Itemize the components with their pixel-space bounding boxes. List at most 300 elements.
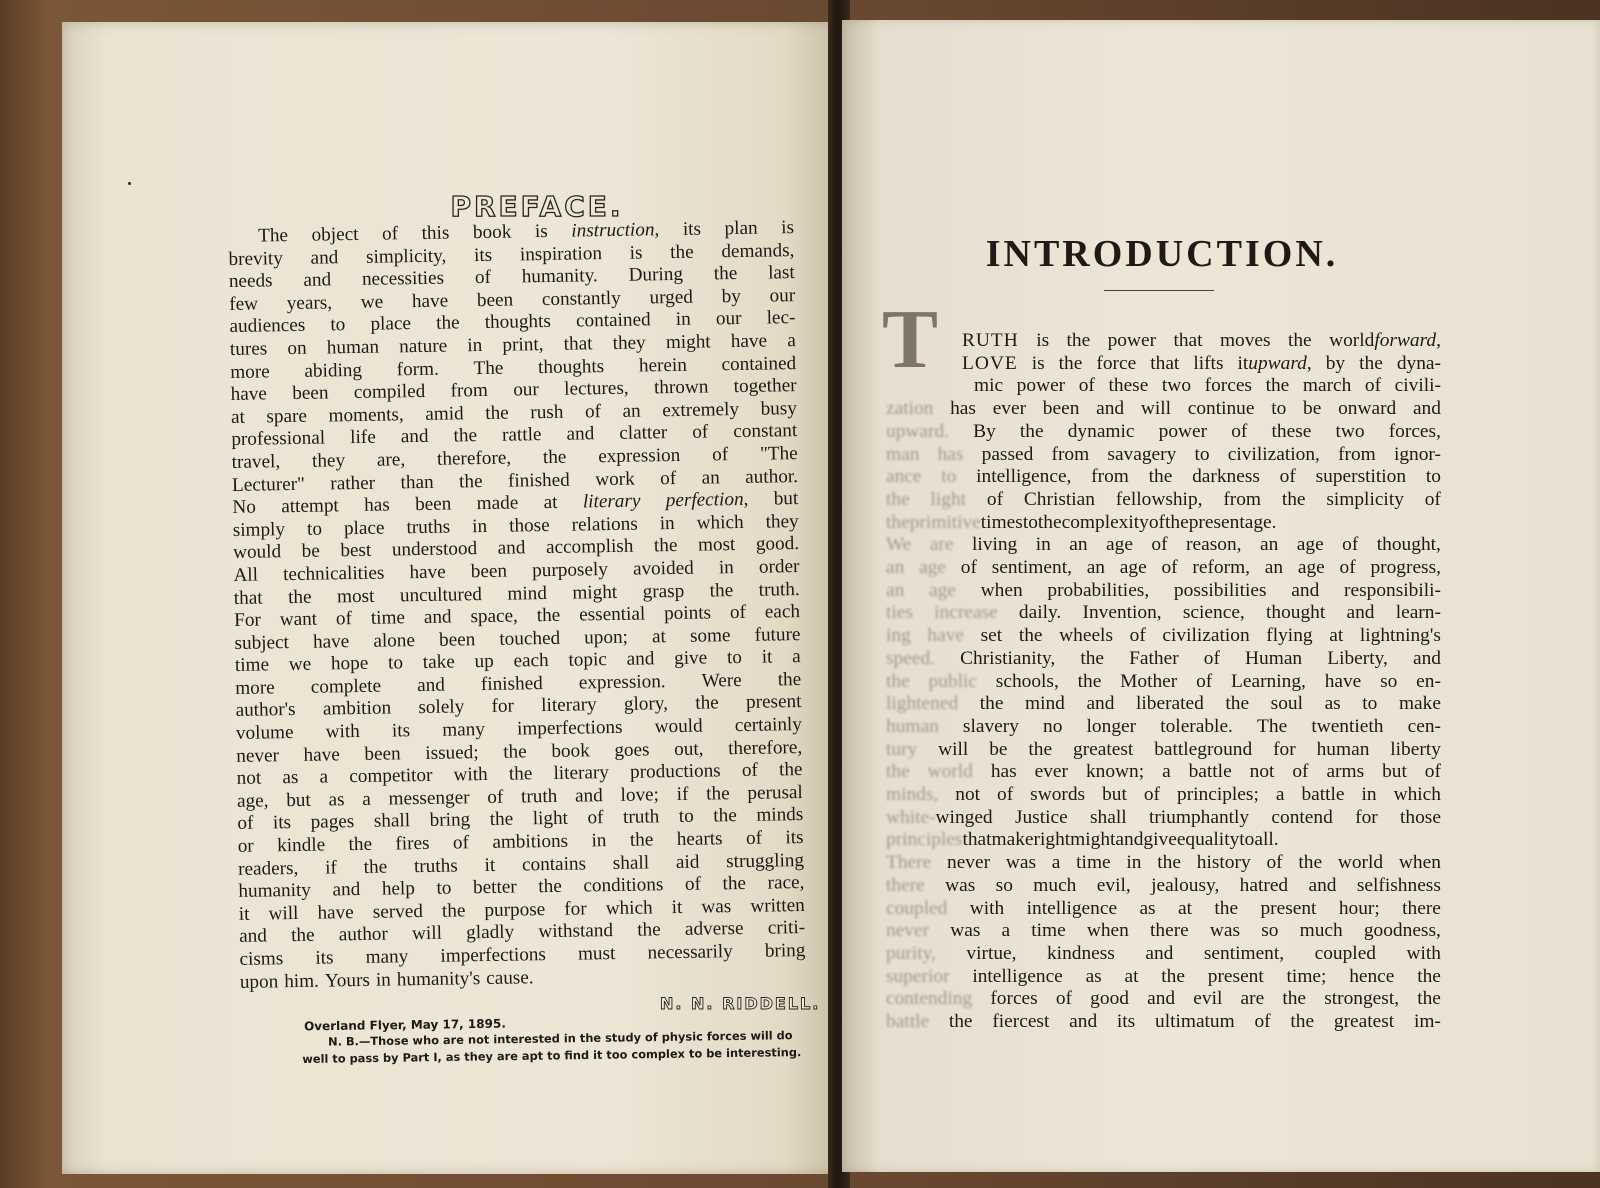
- word: but: [1382, 761, 1407, 783]
- word: goodness,: [1363, 920, 1441, 942]
- word: savagery: [1107, 443, 1177, 465]
- word: truths: [413, 855, 458, 877]
- word: which: [1393, 784, 1441, 806]
- word: imperfections: [516, 716, 623, 740]
- word: history: [1196, 852, 1251, 874]
- word: will: [1140, 398, 1171, 420]
- word: ultimatum: [1155, 1011, 1235, 1033]
- word: age: [1106, 534, 1133, 556]
- word: for: [1355, 806, 1378, 828]
- word: fires: [395, 832, 430, 855]
- word: for: [564, 898, 587, 920]
- word: battleground: [1154, 738, 1253, 760]
- word: if: [324, 856, 338, 879]
- word: made: [476, 492, 519, 515]
- word: to: [1022, 511, 1038, 533]
- word: march: [1302, 375, 1352, 397]
- word: all.: [1254, 829, 1279, 851]
- word: good.: [755, 533, 800, 556]
- word: thoughts: [484, 311, 552, 334]
- word: not: [236, 767, 262, 790]
- word: of: [1254, 1011, 1271, 1033]
- word: from: [1091, 466, 1129, 488]
- word: subject: [234, 631, 290, 654]
- introduction-line: [886, 829, 1441, 852]
- word: might: [665, 331, 711, 354]
- introduction-line: [886, 353, 1441, 376]
- word: perusal: [747, 781, 803, 804]
- word: Christianity,: [960, 647, 1056, 669]
- word: the: [489, 809, 514, 831]
- word: of: [1148, 511, 1166, 533]
- word: age: [919, 557, 946, 579]
- word: tolerable.: [1160, 715, 1233, 737]
- word: these: [1108, 375, 1149, 397]
- word: good: [1090, 988, 1129, 1010]
- word: was: [1005, 852, 1036, 874]
- preface-dateline: Overland Flyer, May 17, 1895.: [303, 1016, 506, 1034]
- word: and: [626, 648, 655, 671]
- word: of: [1151, 534, 1168, 556]
- word: forces,: [1388, 420, 1441, 442]
- word: understood: [391, 538, 478, 561]
- word: of: [1161, 557, 1178, 579]
- word: ambition: [322, 697, 392, 721]
- word: necessarily: [647, 941, 733, 964]
- word: the: [435, 312, 460, 335]
- word: our: [513, 379, 539, 401]
- word: and: [497, 537, 526, 560]
- word: of: [1203, 647, 1220, 669]
- introduction-line: [886, 602, 1441, 625]
- word: it: [761, 646, 773, 668]
- word: and: [400, 426, 429, 448]
- introduction-line: [886, 988, 1441, 1011]
- word: Christian: [1023, 488, 1095, 510]
- word: truth: [622, 806, 660, 829]
- word: give: [1143, 829, 1177, 851]
- word: many: [365, 946, 409, 968]
- word: in: [1035, 534, 1051, 556]
- introduction-line: [886, 648, 1441, 671]
- word: the: [1058, 352, 1083, 374]
- word: an: [886, 579, 905, 601]
- word: the: [1018, 625, 1043, 647]
- word: We: [886, 534, 912, 556]
- word: has: [363, 494, 390, 517]
- word: glory,: [623, 693, 669, 716]
- word: the: [670, 241, 694, 263]
- word: of: [587, 807, 604, 829]
- word: and: [574, 785, 603, 807]
- word: The: [473, 357, 504, 379]
- word: as: [1085, 965, 1102, 987]
- word: aid: [675, 851, 700, 873]
- word: arms: [1326, 761, 1365, 783]
- word: touched: [499, 627, 561, 650]
- word: to: [1194, 443, 1210, 465]
- word: book: [472, 221, 512, 244]
- word: busy: [760, 397, 798, 420]
- word: from: [450, 380, 489, 402]
- word: and: [1086, 693, 1115, 715]
- word: future: [754, 623, 801, 646]
- word: last: [767, 262, 795, 284]
- word: age: [1119, 557, 1147, 579]
- word: an: [1069, 534, 1088, 556]
- word: virtue,: [966, 942, 1017, 964]
- word: is: [1036, 330, 1050, 351]
- word: the: [695, 692, 719, 715]
- word: equality: [1176, 829, 1240, 851]
- word: work: [595, 468, 635, 490]
- word: him.: [284, 970, 320, 992]
- word: public: [928, 670, 977, 692]
- word: intelligence: [1026, 897, 1118, 919]
- word: that: [1173, 330, 1203, 351]
- word: they: [765, 510, 799, 533]
- word: evil,: [1096, 874, 1131, 896]
- word: and: [1412, 398, 1441, 420]
- word: at: [230, 406, 246, 428]
- word: of: [584, 400, 602, 423]
- word: and: [310, 246, 339, 269]
- word: be: [1303, 398, 1322, 420]
- word: readers,: [237, 857, 299, 880]
- word: book: [551, 740, 590, 762]
- word: will: [411, 923, 443, 945]
- word: our: [769, 284, 796, 307]
- word: the: [713, 805, 737, 827]
- word: contending: [886, 988, 973, 1010]
- word: pages: [310, 811, 355, 834]
- word: of: [1143, 784, 1161, 806]
- word: coupled: [1314, 942, 1376, 964]
- word: are,: [376, 449, 406, 471]
- word: to: [678, 806, 694, 828]
- word: an: [1086, 557, 1106, 579]
- word: it: [484, 854, 496, 876]
- word: hatred: [1239, 874, 1289, 896]
- word: lightning's: [1359, 625, 1441, 647]
- introduction-line: [886, 852, 1441, 875]
- word: to: [941, 466, 957, 488]
- word: the: [629, 829, 654, 851]
- word: greatest: [1073, 738, 1134, 760]
- word: age: [929, 579, 956, 601]
- word: will: [268, 902, 299, 925]
- word: intelligence,: [976, 466, 1072, 488]
- introduction-line: [886, 875, 1441, 898]
- word: the: [1148, 466, 1173, 488]
- word: By: [973, 420, 996, 442]
- word: zation: [886, 398, 934, 420]
- word: rush: [530, 401, 564, 424]
- word: more: [230, 360, 270, 383]
- word: simply: [232, 518, 286, 541]
- word: urged: [649, 286, 694, 309]
- preface-body: [228, 217, 806, 994]
- word: There: [886, 852, 932, 874]
- word: lec-: [766, 307, 796, 329]
- word: gladly: [466, 921, 515, 944]
- word: primitive: [909, 511, 981, 533]
- word: the: [706, 783, 730, 805]
- introduction-line: [886, 580, 1441, 603]
- word: increase: [934, 602, 998, 624]
- word: form.: [396, 358, 439, 380]
- word: minds,: [886, 784, 939, 806]
- word: the: [886, 761, 910, 783]
- word: All: [233, 564, 259, 586]
- word: author.: [745, 465, 799, 488]
- word: contained: [721, 352, 797, 375]
- introduction-line: [886, 739, 1441, 762]
- word: rattle: [501, 424, 542, 447]
- word: two: [1161, 375, 1192, 397]
- word: in: [1361, 784, 1377, 806]
- word: much: [1299, 920, 1343, 942]
- word: therefore,: [727, 736, 803, 759]
- word: or: [237, 835, 254, 857]
- word: been: [476, 289, 514, 311]
- word: the: [290, 925, 315, 947]
- word: probabilities,: [1047, 579, 1150, 601]
- word: never: [236, 744, 280, 767]
- word: up: [474, 651, 494, 673]
- word: greatest: [1333, 1011, 1395, 1033]
- word: author's: [235, 699, 296, 722]
- word: was: [1209, 920, 1241, 942]
- word: darkness: [1192, 466, 1260, 488]
- word: as: [1324, 693, 1341, 715]
- word: been: [292, 382, 329, 405]
- word: swords: [1030, 784, 1086, 806]
- word: thought,: [1376, 534, 1441, 556]
- word: better: [472, 876, 517, 899]
- word: The: [1257, 715, 1288, 737]
- introduction-line: [886, 421, 1441, 444]
- right-page-introduction: [842, 20, 1600, 1172]
- word: Human: [1245, 647, 1303, 669]
- word: of: [474, 267, 492, 289]
- word: cause.: [486, 966, 534, 989]
- word: make: [1398, 693, 1441, 715]
- word: civili-: [1394, 375, 1441, 397]
- word: is: [781, 217, 795, 239]
- word: have: [1324, 670, 1362, 692]
- word: ignor-: [1393, 443, 1441, 465]
- title-rule: [1104, 290, 1214, 291]
- introduction-line: [886, 966, 1441, 989]
- word: these: [1271, 420, 1312, 442]
- word: shall: [1090, 806, 1127, 828]
- word: responsibili-: [1344, 579, 1441, 601]
- word: of: [1424, 488, 1441, 510]
- word: simplicity,: [365, 245, 447, 268]
- word: few: [229, 293, 259, 315]
- ink-speck: [128, 182, 131, 185]
- word: Justice: [1014, 806, 1068, 828]
- word: white-winged: [886, 806, 993, 828]
- word: intelligence: [972, 965, 1063, 987]
- word: human: [886, 715, 939, 737]
- word: superior: [886, 965, 950, 987]
- word: years,: [286, 292, 333, 314]
- word: with: [1406, 942, 1441, 964]
- word: bring: [764, 940, 806, 962]
- introduction-line: [886, 466, 1441, 489]
- word: it: [238, 903, 250, 925]
- word: right: [1033, 829, 1071, 851]
- word: is: [1031, 352, 1045, 374]
- word: of: [1129, 625, 1146, 647]
- word: of: [960, 557, 977, 579]
- word: author: [338, 923, 389, 946]
- word: the: [441, 900, 466, 922]
- word: to: [330, 314, 346, 336]
- word: place: [370, 313, 412, 336]
- word: professional: [231, 427, 326, 451]
- word: complete: [310, 675, 382, 698]
- introduction-title: INTRODUCTION.: [985, 233, 1339, 275]
- word: times: [980, 511, 1023, 533]
- word: that: [962, 829, 992, 851]
- word: forces: [990, 988, 1038, 1010]
- word: the: [287, 586, 312, 608]
- word: was: [701, 895, 732, 918]
- left-page-preface: [62, 22, 840, 1174]
- word: twentieth: [1311, 715, 1384, 737]
- word: is: [534, 220, 548, 243]
- word: the: [1077, 670, 1102, 692]
- word: an: [622, 400, 641, 422]
- word: No: [232, 496, 257, 519]
- word: the: [1080, 647, 1105, 669]
- word: and: [416, 674, 446, 696]
- word: expression: [598, 444, 681, 468]
- word: power: [1107, 330, 1157, 351]
- word: to: [306, 518, 323, 540]
- introduction-line: [886, 1011, 1441, 1034]
- word: humanity.: [521, 265, 598, 288]
- word: give: [674, 647, 708, 670]
- word: dynamic: [1067, 420, 1135, 442]
- word: fiercest: [992, 1011, 1050, 1033]
- word: they: [311, 450, 346, 472]
- introduction-line: [886, 671, 1441, 694]
- nb-note: [302, 1026, 862, 1068]
- word: an: [701, 466, 720, 489]
- word: of: [741, 759, 759, 782]
- word: of: [1279, 466, 1296, 488]
- word: continue: [1187, 398, 1255, 420]
- word: spare: [266, 405, 308, 428]
- word: truth.: [758, 578, 800, 601]
- word: served: [372, 900, 424, 923]
- word: of: [997, 784, 1014, 806]
- word: world: [927, 761, 973, 783]
- word: soul: [1270, 693, 1303, 715]
- word: en-: [1416, 670, 1441, 692]
- word: of: [684, 873, 702, 896]
- word: ambitions: [492, 830, 569, 853]
- word: set: [980, 625, 1003, 647]
- word: space,: [470, 605, 519, 628]
- word: ever: [1034, 761, 1068, 783]
- word: the: [1290, 1011, 1315, 1033]
- word: technicalities: [282, 562, 385, 586]
- word: and: [566, 423, 595, 446]
- word: cisms: [239, 948, 284, 970]
- word: of: [1424, 761, 1441, 783]
- word: has: [950, 398, 976, 420]
- word: battle: [886, 1011, 930, 1033]
- word: superstition: [1315, 466, 1407, 488]
- word: would: [654, 715, 703, 738]
- word: the: [1298, 852, 1323, 874]
- word: perfection,: [665, 488, 749, 512]
- word: the: [1019, 420, 1044, 442]
- word: flying: [1266, 625, 1313, 647]
- word: reason,: [1186, 534, 1242, 556]
- word: on: [287, 337, 307, 360]
- word: bring: [429, 809, 471, 832]
- word: been: [438, 628, 476, 651]
- word: worldforward,: [1329, 330, 1441, 351]
- word: thought: [1266, 602, 1326, 624]
- word: be: [301, 540, 320, 563]
- word: lifts: [1193, 352, 1224, 374]
- introduction-line: [886, 920, 1441, 943]
- word: the: [653, 535, 678, 557]
- word: to: [1271, 398, 1287, 420]
- word: of: [237, 813, 254, 835]
- word: coupled: [886, 897, 948, 919]
- word: principles;: [1177, 784, 1259, 806]
- word: age,: [236, 790, 269, 812]
- word: there: [1402, 897, 1441, 919]
- word: the: [722, 873, 747, 895]
- word: messenger: [388, 787, 470, 810]
- word: learn-: [1395, 602, 1441, 624]
- word: onward: [1338, 398, 1397, 420]
- word: the: [886, 511, 910, 533]
- word: and: [1308, 874, 1337, 896]
- word: but: [286, 789, 311, 811]
- word: thrown: [653, 376, 709, 399]
- word: and: [1346, 602, 1375, 624]
- word: love;: [620, 784, 660, 806]
- word: contend: [1271, 806, 1333, 828]
- word: contained: [575, 309, 651, 332]
- word: the: [777, 668, 802, 691]
- word: and: [1145, 942, 1174, 964]
- word: truths: [406, 516, 451, 538]
- word: conditions: [583, 874, 664, 897]
- word: from: [1338, 443, 1376, 465]
- word: topic: [568, 649, 608, 671]
- word: Lecturer": [231, 473, 306, 496]
- introduction-line: [886, 784, 1441, 807]
- word: be: [989, 738, 1008, 760]
- word: the: [886, 670, 910, 692]
- word: and: [1096, 398, 1125, 420]
- word: are: [1240, 988, 1265, 1010]
- drop-cap: T: [882, 293, 939, 386]
- word: the: [1157, 852, 1181, 874]
- word: man: [886, 443, 920, 465]
